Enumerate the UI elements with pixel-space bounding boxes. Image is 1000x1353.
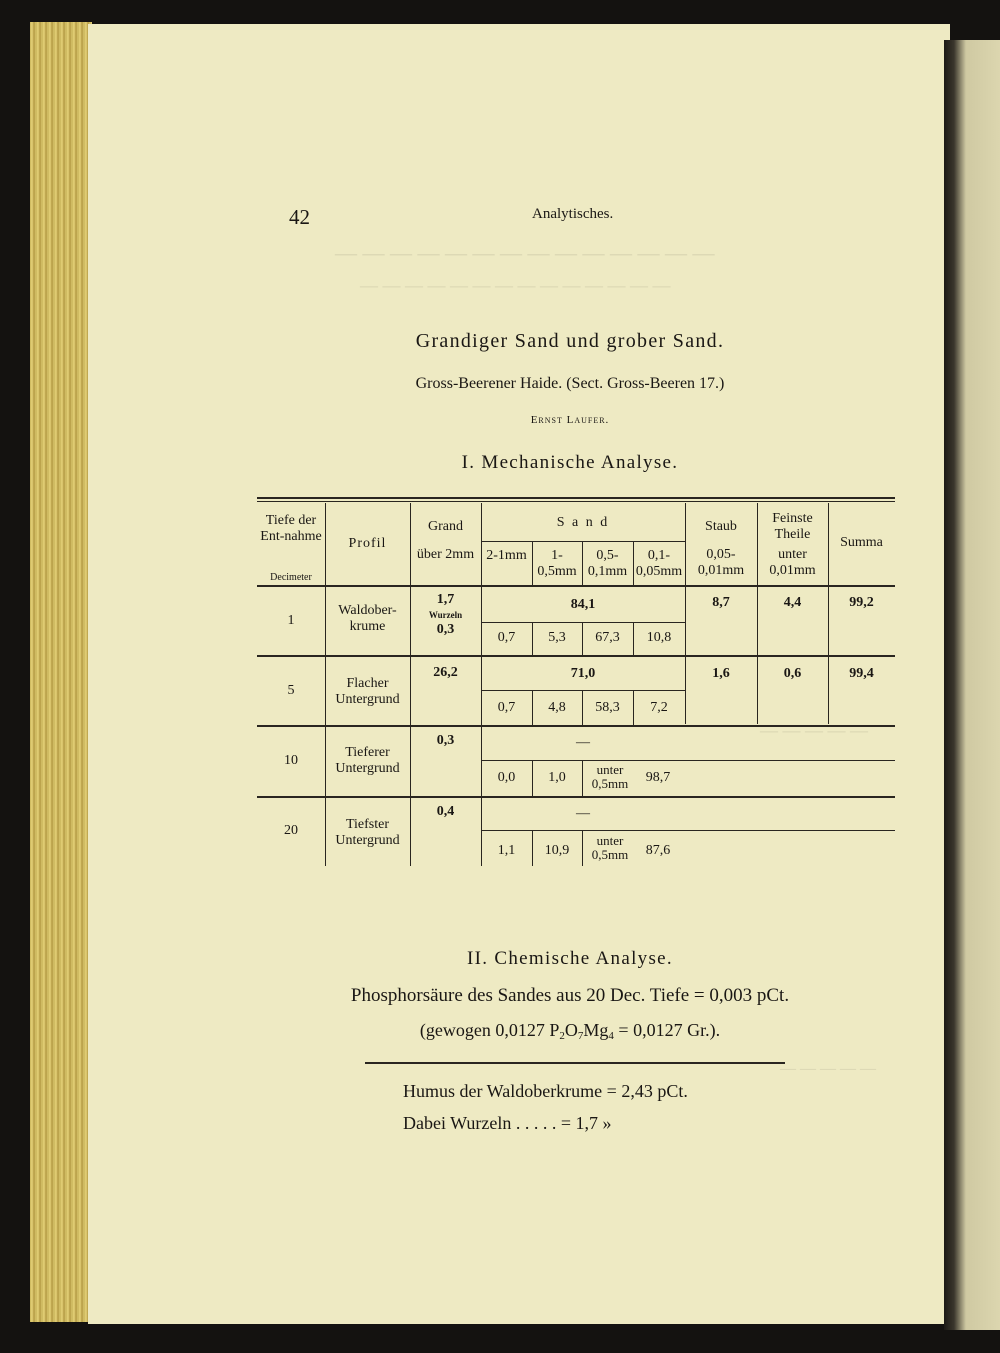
document-title: Grandiger Sand und grober Sand. [415,330,725,352]
row2-sand-4: 7,2 [650,700,668,715]
wurzeln-line: Dabei Wurzeln . . . . . = 1,7 » [403,1113,612,1133]
row2-feinste: 0,6 [783,666,802,681]
row1-sand-1: 0,7 [497,630,516,645]
row4-sand-total: — [576,806,590,821]
header-grand-sub: über 2mm [416,547,475,562]
header-summa: Summa [840,535,883,550]
phosphor-line: Phosphorsäure des Sandes aus 20 Dec. Tiefe = 0,003 pCt. [350,985,790,1006]
gewogen-line: (gewogen 0,0127 $P_2O_7Mg_4 = 0,0127$ Gr.). [419,1020,721,1042]
row4-depth: 20 [284,823,298,838]
header-depth-unit: Decimeter [270,572,312,583]
header-feinste-sub: unter 0,01mm [769,547,816,578]
row1-feinste: 4,4 [783,595,802,610]
row4-sand-3: unter 0,5mm [591,833,629,862]
header-sand-sub-2: 1-0,5mm [537,548,577,579]
row1-grand-note: Wurzeln [428,610,463,620]
row2-profil: Flacher Untergrund [335,676,400,707]
header-staub-sub: 0,05-0,01mm [697,547,745,578]
row3-sand-3: unter 0,5mm [591,762,629,791]
section-title-mechanische: I. Mechanische Analyse. [461,452,679,473]
row3-depth: 10 [284,753,298,768]
header-staub: Staub [705,519,737,534]
row4-sand-2: 10,9 [544,843,570,858]
page-number: 42 [289,205,310,229]
author: Ernst Laufer. [530,414,610,426]
header-grand: Grand [428,519,463,534]
header-sand-sub-1: 2-1mm [486,548,527,563]
row1-profil: Waldober-krume [338,603,397,634]
header-depth: Tiefe der Ent-nahme [260,513,322,544]
header-profil: Profil [348,536,387,551]
document-subtitle: Gross-Beerener Haide. (Sect. Gross-Beeren 17.) [415,375,725,392]
row2-depth: 5 [287,683,295,698]
row4-grand: 0,4 [436,804,455,819]
section-title-chemische: II. Chemische Analyse. [467,948,673,969]
row3-sand-2: 1,0 [548,770,566,785]
header-feinste: Feinste Theile [772,511,813,542]
row2-grand: 26,2 [433,665,458,680]
row1-sand-3: 67,3 [595,630,620,645]
header-sand-sub-4: 0,1-0,05mm [635,548,683,579]
row3-sand-total: — [576,735,590,750]
separator-rule [365,1062,785,1064]
row2-staub: 1,6 [712,666,730,681]
row2-sand-total: 71,0 [570,666,596,681]
row1-staub: 8,7 [712,595,730,610]
page-edge [30,22,92,1322]
row1-grand-bottom: 0,3 [436,622,455,637]
row1-sand-total: 84,1 [570,597,596,612]
row3-sand-4: 98,7 [645,770,671,785]
book-scan: — — — — — — — — — — — — — — — — — — — — — — — — — — — — — — — — — — — — — — 42 Analytisches. Grandiger Sand und grober Sand. Gross-Beerener Haide. (Sect. Gross-Beeren 17.) Ernst Laufer. I. Mechanische Analyse. Tiefe der Ent-nahme Decimeter Profil Grand über 2mm S a n d 2-1mm 1-0,5mm 0,5-0,1mm 0,1-0,05mm Staub 0,05-0,01mm Feinste Theile unter 0,01mm Summa 1 Waldober-krume 1,7 Wurzeln 0,3 84,1 0,7 5,3 67,3 10,8 8,7 4,4 99,2 5 Flacher Untergrund 26,2 71,0 0,7 4,8 58,3 7,2 1,6 0,6 99,4 10 Tieferer Untergrund 0,3 — 0,0 1,0 unter 0,5mm 98,7 20 Tiefster Untergrund 0,4 — 1,1 10,9 unter 0,5mm 87,6 II. Chemische Analyse. Phosphorsäure des Sandes aus 20 Dec. Tiefe = 0,003 pCt. (gewogen 0,0127 $P_2O_7Mg_4 = 0,0127$ Gr.). Humus der Waldoberkrume = 2,43 pCt. Dabei Wurzeln . . . . . = 1,7 » [0,0,1000,1353]
row1-sand-2: 5,3 [548,630,566,645]
row2-summa: 99,4 [849,666,874,681]
row3-grand: 0,3 [436,733,455,748]
row1-summa: 99,2 [849,595,874,610]
row1-grand-top: 1,7 [436,592,455,607]
header-sand-sub-3: 0,5-0,1mm [587,548,628,579]
row1-depth: 1 [287,613,295,628]
row2-sand-2: 4,8 [548,700,566,715]
facing-page-edge [944,40,1000,1330]
row4-profil: Tiefster Untergrund [335,817,400,848]
header-sand: S a n d [556,515,610,530]
row3-profil: Tieferer Untergrund [335,745,400,776]
row3-sand-1: 0,0 [497,770,516,785]
running-title: Analytisches. [532,206,614,222]
row4-sand-1: 1,1 [497,843,516,858]
row2-sand-1: 0,7 [497,700,516,715]
row1-sand-4: 10,8 [646,630,672,645]
row2-sand-3: 58,3 [595,700,620,715]
humus-line: Humus der Waldoberkrume = 2,43 pCt. [403,1081,688,1101]
row4-sand-4: 87,6 [645,843,671,858]
